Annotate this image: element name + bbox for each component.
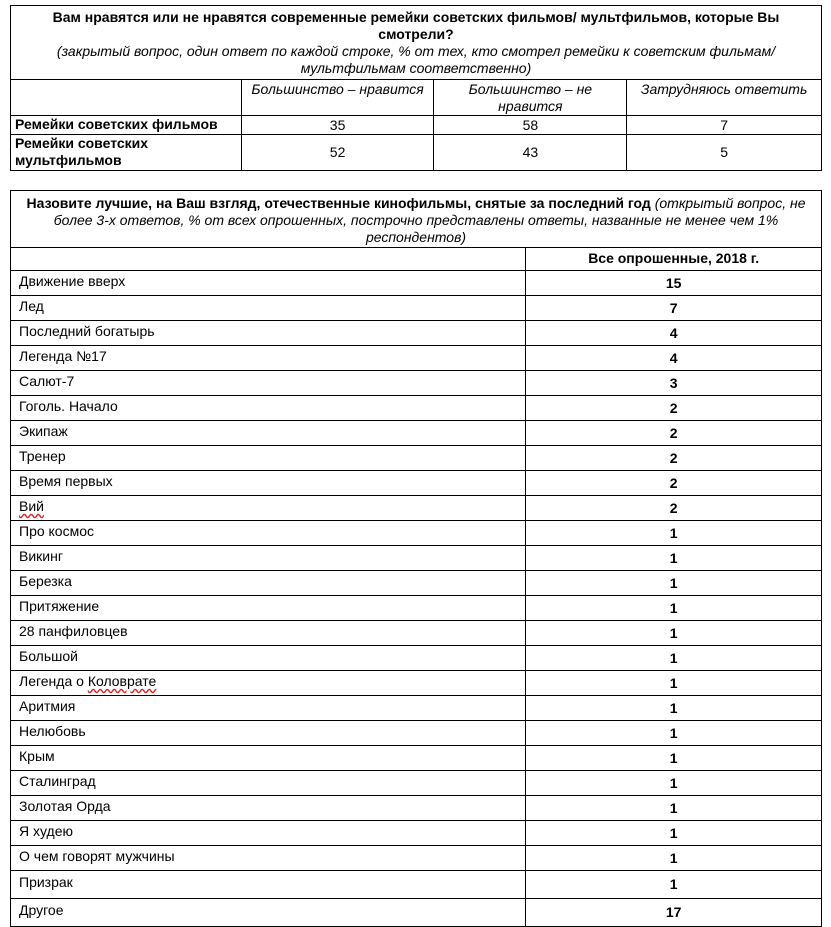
value-undecided: 5 — [627, 135, 822, 171]
value-like: 52 — [241, 135, 434, 171]
film-name — [11, 671, 526, 696]
row-label: Ремейки советских мультфильмов — [11, 135, 242, 171]
film-name-text: Сталинград — [19, 773, 96, 789]
film-percent: 4 — [526, 346, 822, 371]
film-percent: 1 — [526, 721, 822, 746]
film-percent: 2 — [526, 471, 822, 496]
film-percent: 1 — [526, 871, 822, 899]
film-percent: 1 — [526, 796, 822, 821]
film-name — [11, 771, 526, 796]
film-name — [11, 621, 526, 646]
film-name — [11, 296, 526, 321]
table-row — [11, 871, 822, 899]
film-name-text: Салют-7 — [19, 373, 75, 389]
film-percent: 15 — [526, 271, 822, 296]
film-name-text: Притяжение — [19, 598, 100, 614]
table-row — [11, 621, 822, 646]
film-name-text: Последний богатырь — [19, 323, 155, 339]
header-dislike: Большинство – не нравится — [434, 80, 627, 116]
film-name-text: Я худею — [19, 823, 73, 839]
remakes-question-note: (закрытый вопрос, один ответ по каждой строке, % от тех, кто смотрел ремейки к советским фильмам/мультфильмам соответственно) — [56, 43, 776, 76]
table-row — [11, 771, 822, 796]
film-name — [11, 696, 526, 721]
remakes-question-text: Вам нравятся или не нравятся современные ремейки советских фильмов/ мультфильмов, которые Вы смотрели? — [52, 9, 780, 42]
film-name — [11, 796, 526, 821]
film-name-text: Про космос — [19, 523, 95, 539]
film-percent: 2 — [526, 446, 822, 471]
column-header: Все опрошенные, 2018 г. — [526, 248, 822, 271]
table-row — [11, 846, 822, 871]
table-row — [11, 796, 822, 821]
table-row — [11, 271, 822, 296]
film-name-text: Большой — [19, 648, 78, 664]
film-name — [11, 396, 526, 421]
film-name-text: Аритмия — [19, 698, 76, 714]
film-name-text: О чем говорят мужчины — [19, 848, 175, 864]
table-row — [11, 571, 822, 596]
film-name-text: Тренер — [19, 448, 66, 464]
table-row — [11, 899, 822, 927]
table-row — [11, 116, 822, 135]
film-percent: 7 — [526, 296, 822, 321]
film-name-text: 28 панфиловцев — [19, 623, 128, 639]
table-row — [11, 821, 822, 846]
spellcheck-mark: Коловрате — [87, 673, 157, 689]
film-name-text: Легенда №17 — [19, 348, 107, 364]
table-row — [11, 746, 822, 771]
film-name — [11, 571, 526, 596]
film-percent: 1 — [526, 571, 822, 596]
table-row — [11, 546, 822, 571]
film-name — [11, 646, 526, 671]
film-percent: 4 — [526, 321, 822, 346]
film-percent: 1 — [526, 521, 822, 546]
film-name — [11, 421, 526, 446]
row-label: Ремейки советских фильмов — [11, 116, 242, 135]
table-row — [11, 696, 822, 721]
film-name-text: Экипаж — [19, 423, 68, 439]
value-dislike: 58 — [434, 116, 627, 135]
table-row — [11, 321, 822, 346]
table-row — [11, 496, 822, 521]
table-row — [11, 521, 822, 546]
film-name — [11, 271, 526, 296]
film-name — [11, 746, 526, 771]
film-name-text: Крым — [19, 748, 55, 764]
film-name-text: Легенда о Коловрате — [19, 673, 157, 689]
table-row — [11, 721, 822, 746]
film-name — [11, 846, 526, 871]
film-name-text: Гоголь. Начало — [19, 398, 118, 414]
table-row — [11, 396, 822, 421]
film-name — [11, 371, 526, 396]
film-name — [11, 596, 526, 621]
film-percent: 1 — [526, 696, 822, 721]
film-percent: 1 — [526, 621, 822, 646]
value-like: 35 — [241, 116, 434, 135]
film-percent: 1 — [526, 671, 822, 696]
remakes-table — [10, 5, 822, 171]
film-name-text: Движение вверх — [19, 273, 126, 289]
film-name — [11, 346, 526, 371]
table-row — [11, 421, 822, 446]
header-like: Большинство – нравится — [241, 80, 434, 116]
film-name-text: Золотая Орда — [19, 798, 111, 814]
table-row — [11, 135, 822, 171]
film-name — [11, 546, 526, 571]
best-films-table — [10, 190, 822, 927]
films-question-text: Назовите лучшие, на Ваш взгляд, отечественные кинофильмы, снятые за последний год — [26, 195, 651, 211]
value-undecided: 7 — [627, 116, 822, 135]
table-row — [11, 296, 822, 321]
header-undecided: Затрудняюсь ответить — [627, 80, 822, 116]
film-percent: 1 — [526, 771, 822, 796]
empty-header-cell — [11, 80, 242, 116]
film-name — [11, 821, 526, 846]
film-name — [11, 446, 526, 471]
film-percent: 1 — [526, 746, 822, 771]
table-row — [11, 446, 822, 471]
film-percent: 2 — [526, 396, 822, 421]
film-name-text: Другое — [19, 902, 64, 918]
table-row — [11, 346, 822, 371]
empty-header-cell — [11, 248, 526, 271]
film-name — [11, 721, 526, 746]
remakes-question — [11, 6, 822, 80]
films-question — [11, 191, 822, 248]
film-percent: 1 — [526, 596, 822, 621]
film-name — [11, 496, 526, 521]
film-percent: 2 — [526, 496, 822, 521]
film-name — [11, 871, 526, 899]
film-name — [11, 471, 526, 496]
film-name-text: Березка — [19, 573, 72, 589]
film-name-text: Вий — [19, 498, 44, 514]
film-name-text: Викинг — [19, 548, 63, 564]
film-percent: 3 — [526, 371, 822, 396]
film-name-text: Время первых — [19, 473, 113, 489]
value-dislike: 43 — [434, 135, 627, 171]
film-name-text: Нелюбовь — [19, 723, 86, 739]
film-name — [11, 321, 526, 346]
film-percent: 1 — [526, 646, 822, 671]
table-row — [11, 596, 822, 621]
films-question-note: (открытый вопрос, не более 3-х ответов, % от всех опрошенных, построчно представлены ответы, названные не менее чем 1% респондентов) — [53, 195, 806, 245]
table-row — [11, 646, 822, 671]
table-row — [11, 671, 822, 696]
film-name-text: Призрак — [19, 874, 73, 890]
film-percent: 1 — [526, 821, 822, 846]
film-percent: 1 — [526, 546, 822, 571]
film-percent: 17 — [526, 899, 822, 927]
film-percent: 1 — [526, 846, 822, 871]
film-name-text: Лед — [19, 298, 44, 314]
film-percent: 2 — [526, 421, 822, 446]
film-name — [11, 899, 526, 927]
film-name — [11, 521, 526, 546]
table-row — [11, 371, 822, 396]
table-row — [11, 471, 822, 496]
